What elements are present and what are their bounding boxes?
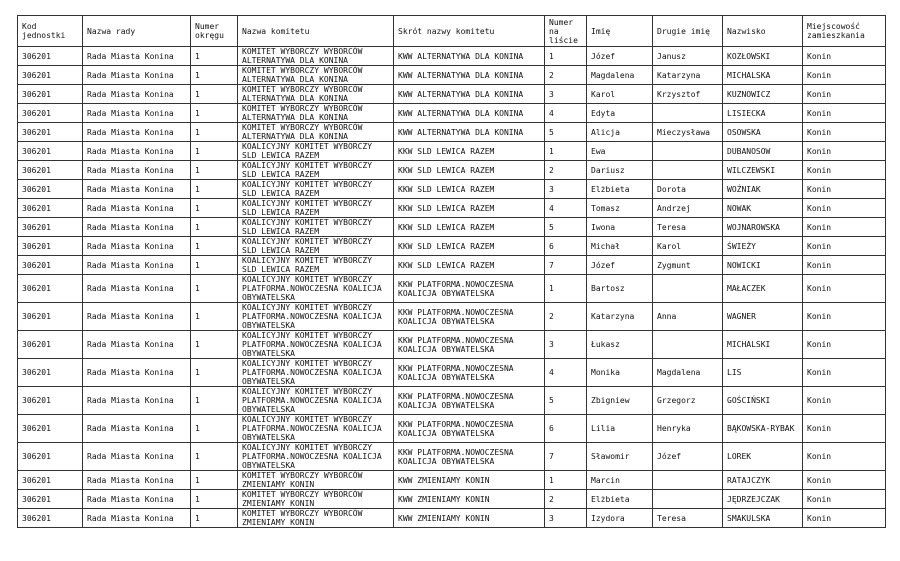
cell-nazwa-rady: Rada Miasta Konina <box>83 275 191 303</box>
cell-drugie-imie <box>653 104 723 123</box>
cell-drugie-imie: Teresa <box>653 509 723 528</box>
cell-numer-okregu: 1 <box>191 256 238 275</box>
cell-kod-jednostki: 306201 <box>18 509 83 528</box>
cell-miejscowosc: Konin <box>803 303 886 331</box>
header-drugie-imie: Drugie imię <box>653 16 723 47</box>
cell-nazwisko: WAGNER <box>723 303 803 331</box>
cell-nazwisko: RATAJCZYK <box>723 471 803 490</box>
cell-miejscowosc: Konin <box>803 471 886 490</box>
cell-kod-jednostki: 306201 <box>18 359 83 387</box>
cell-miejscowosc: Konin <box>803 66 886 85</box>
cell-nazwa-rady: Rada Miasta Konina <box>83 180 191 199</box>
cell-numer-okregu: 1 <box>191 85 238 104</box>
cell-numer-okregu: 1 <box>191 275 238 303</box>
header-row <box>18 16 886 47</box>
cell-imie: Edyta <box>587 104 653 123</box>
cell-nazwa-komitetu: KOALICYJNY KOMITET WYBORCZY PLATFORMA.NOWOCZESNA KOALICJA OBYWATELSKA <box>238 387 394 415</box>
cell-nazwa-rady: Rada Miasta Konina <box>83 199 191 218</box>
header-miejscowosc: Miejscowość zamieszkania <box>803 16 886 47</box>
cell-miejscowosc: Konin <box>803 359 886 387</box>
cell-nazwisko: KUZNOWICZ <box>723 85 803 104</box>
cell-numer-na-liscie: 6 <box>545 237 587 256</box>
cell-kod-jednostki: 306201 <box>18 471 83 490</box>
cell-imie: Tomasz <box>587 199 653 218</box>
cell-nazwisko: BĄKOWSKA-RYBAK <box>723 415 803 443</box>
cell-imie: Sławomir <box>587 443 653 471</box>
cell-nazwa-komitetu: KOALICYJNY KOMITET WYBORCZY SLD LEWICA RAZEM <box>238 180 394 199</box>
cell-drugie-imie <box>653 275 723 303</box>
table-row <box>18 161 886 180</box>
cell-numer-na-liscie: 2 <box>545 303 587 331</box>
cell-kod-jednostki: 306201 <box>18 199 83 218</box>
cell-miejscowosc: Konin <box>803 275 886 303</box>
cell-numer-na-liscie: 3 <box>545 85 587 104</box>
cell-drugie-imie: Andrzej <box>653 199 723 218</box>
table-row <box>18 66 886 85</box>
cell-numer-na-liscie: 1 <box>545 471 587 490</box>
cell-drugie-imie <box>653 142 723 161</box>
cell-skrot-nazwy: KKW PLATFORMA.NOWOCZESNA KOALICJA OBYWATELSKA <box>394 359 545 387</box>
cell-skrot-nazwy: KWW ALTERNATYWA DLA KONINA <box>394 104 545 123</box>
cell-numer-okregu: 1 <box>191 142 238 161</box>
cell-drugie-imie: Grzegorz <box>653 387 723 415</box>
cell-miejscowosc: Konin <box>803 256 886 275</box>
header-nazwisko: Nazwisko <box>723 16 803 47</box>
cell-skrot-nazwy: KWW ALTERNATYWA DLA KONINA <box>394 123 545 142</box>
cell-numer-okregu: 1 <box>191 47 238 66</box>
cell-numer-okregu: 1 <box>191 331 238 359</box>
cell-nazwisko: JĘDRZEJCZAK <box>723 490 803 509</box>
cell-nazwa-komitetu: KOMITET WYBORCZY WYBORCÓW ALTERNATYWA DLA KONINA <box>238 47 394 66</box>
table-row <box>18 256 886 275</box>
cell-miejscowosc: Konin <box>803 47 886 66</box>
cell-nazwisko: LOREK <box>723 443 803 471</box>
cell-skrot-nazwy: KKW SLD LEWICA RAZEM <box>394 161 545 180</box>
cell-kod-jednostki: 306201 <box>18 218 83 237</box>
cell-drugie-imie: Teresa <box>653 218 723 237</box>
cell-miejscowosc: Konin <box>803 490 886 509</box>
header-imie: Imię <box>587 16 653 47</box>
cell-nazwa-rady: Rada Miasta Konina <box>83 237 191 256</box>
cell-imie: Zbigniew <box>587 387 653 415</box>
cell-nazwisko: LIS <box>723 359 803 387</box>
cell-imie: Monika <box>587 359 653 387</box>
cell-imie: Józef <box>587 256 653 275</box>
header-kod-jednostki: Kod jednostki <box>18 16 83 47</box>
cell-nazwisko: OSOWSKA <box>723 123 803 142</box>
header-numer-okregu: Numer okręgu <box>191 16 238 47</box>
cell-numer-na-liscie: 2 <box>545 161 587 180</box>
cell-nazwa-komitetu: KOALICYJNY KOMITET WYBORCZY SLD LEWICA RAZEM <box>238 237 394 256</box>
cell-skrot-nazwy: KKW PLATFORMA.NOWOCZESNA KOALICJA OBYWATELSKA <box>394 331 545 359</box>
cell-imie: Iwona <box>587 218 653 237</box>
table-row <box>18 199 886 218</box>
cell-nazwisko: NOWAK <box>723 199 803 218</box>
cell-numer-na-liscie: 3 <box>545 331 587 359</box>
cell-numer-na-liscie: 6 <box>545 415 587 443</box>
cell-nazwa-rady: Rada Miasta Konina <box>83 359 191 387</box>
cell-drugie-imie <box>653 331 723 359</box>
cell-numer-okregu: 1 <box>191 509 238 528</box>
cell-imie: Bartosz <box>587 275 653 303</box>
cell-nazwa-rady: Rada Miasta Konina <box>83 218 191 237</box>
table-row <box>18 218 886 237</box>
cell-nazwa-komitetu: KOALICYJNY KOMITET WYBORCZY PLATFORMA.NOWOCZESNA KOALICJA OBYWATELSKA <box>238 443 394 471</box>
cell-numer-na-liscie: 1 <box>545 142 587 161</box>
cell-imie: Ewa <box>587 142 653 161</box>
cell-nazwa-rady: Rada Miasta Konina <box>83 66 191 85</box>
table-row <box>18 490 886 509</box>
header-skrot-nazwy-komitetu: Skrót nazwy komitetu <box>394 16 545 47</box>
cell-nazwa-rady: Rada Miasta Konina <box>83 104 191 123</box>
cell-numer-na-liscie: 7 <box>545 443 587 471</box>
cell-skrot-nazwy: KKW SLD LEWICA RAZEM <box>394 199 545 218</box>
cell-miejscowosc: Konin <box>803 387 886 415</box>
table-row <box>18 331 886 359</box>
cell-drugie-imie: Karol <box>653 237 723 256</box>
cell-skrot-nazwy: KKW PLATFORMA.NOWOCZESNA KOALICJA OBYWATELSKA <box>394 415 545 443</box>
table-row <box>18 443 886 471</box>
cell-skrot-nazwy: KWW ZMIENIAMY KONIN <box>394 471 545 490</box>
cell-kod-jednostki: 306201 <box>18 180 83 199</box>
cell-imie: Łukasz <box>587 331 653 359</box>
cell-nazwa-rady: Rada Miasta Konina <box>83 509 191 528</box>
cell-nazwa-komitetu: KOMITET WYBORCZY WYBORCÓW ALTERNATYWA DLA KONINA <box>238 66 394 85</box>
cell-nazwa-rady: Rada Miasta Konina <box>83 443 191 471</box>
cell-drugie-imie: Mieczysława <box>653 123 723 142</box>
cell-drugie-imie <box>653 490 723 509</box>
candidate-table <box>17 15 886 528</box>
cell-kod-jednostki: 306201 <box>18 123 83 142</box>
table-row <box>18 275 886 303</box>
cell-numer-na-liscie: 3 <box>545 180 587 199</box>
cell-nazwisko: SMAKULSKA <box>723 509 803 528</box>
candidate-list-sheet <box>17 15 887 543</box>
cell-drugie-imie: Katarzyna <box>653 66 723 85</box>
cell-numer-okregu: 1 <box>191 161 238 180</box>
cell-numer-na-liscie: 5 <box>545 123 587 142</box>
cell-nazwa-komitetu: KOMITET WYBORCZY WYBORCÓW ZMIENIAMY KONIN <box>238 490 394 509</box>
cell-numer-okregu: 1 <box>191 218 238 237</box>
cell-numer-na-liscie: 2 <box>545 66 587 85</box>
cell-nazwa-rady: Rada Miasta Konina <box>83 161 191 180</box>
cell-imie: Marcin <box>587 471 653 490</box>
cell-kod-jednostki: 306201 <box>18 415 83 443</box>
cell-numer-okregu: 1 <box>191 104 238 123</box>
cell-imie: Izydora <box>587 509 653 528</box>
cell-numer-na-liscie: 1 <box>545 275 587 303</box>
cell-nazwa-rady: Rada Miasta Konina <box>83 47 191 66</box>
cell-drugie-imie: Anna <box>653 303 723 331</box>
cell-numer-na-liscie: 4 <box>545 359 587 387</box>
cell-numer-na-liscie: 7 <box>545 256 587 275</box>
cell-numer-na-liscie: 1 <box>545 47 587 66</box>
cell-numer-na-liscie: 5 <box>545 387 587 415</box>
cell-skrot-nazwy: KWW ZMIENIAMY KONIN <box>394 490 545 509</box>
cell-drugie-imie <box>653 471 723 490</box>
cell-nazwa-komitetu: KOALICYJNY KOMITET WYBORCZY SLD LEWICA RAZEM <box>238 218 394 237</box>
cell-skrot-nazwy: KKW PLATFORMA.NOWOCZESNA KOALICJA OBYWATELSKA <box>394 275 545 303</box>
cell-skrot-nazwy: KWW ALTERNATYWA DLA KONINA <box>394 66 545 85</box>
cell-numer-okregu: 1 <box>191 303 238 331</box>
table-row <box>18 471 886 490</box>
cell-nazwisko: MICHALSKA <box>723 66 803 85</box>
cell-drugie-imie: Zygmunt <box>653 256 723 275</box>
cell-numer-na-liscie: 3 <box>545 509 587 528</box>
cell-miejscowosc: Konin <box>803 218 886 237</box>
table-row <box>18 303 886 331</box>
header-nazwa-komitetu: Nazwa komitetu <box>238 16 394 47</box>
cell-miejscowosc: Konin <box>803 331 886 359</box>
cell-nazwa-rady: Rada Miasta Konina <box>83 415 191 443</box>
cell-miejscowosc: Konin <box>803 199 886 218</box>
table-row <box>18 85 886 104</box>
cell-imie: Elżbieta <box>587 490 653 509</box>
cell-numer-na-liscie: 4 <box>545 104 587 123</box>
cell-nazwa-rady: Rada Miasta Konina <box>83 142 191 161</box>
cell-kod-jednostki: 306201 <box>18 303 83 331</box>
cell-nazwa-komitetu: KOALICYJNY KOMITET WYBORCZY PLATFORMA.NOWOCZESNA KOALICJA OBYWATELSKA <box>238 359 394 387</box>
cell-kod-jednostki: 306201 <box>18 275 83 303</box>
cell-nazwisko: DUBANOSOW <box>723 142 803 161</box>
cell-drugie-imie: Janusz <box>653 47 723 66</box>
cell-skrot-nazwy: KKW SLD LEWICA RAZEM <box>394 256 545 275</box>
cell-numer-okregu: 1 <box>191 359 238 387</box>
table-body <box>18 47 886 528</box>
cell-miejscowosc: Konin <box>803 142 886 161</box>
cell-imie: Lilia <box>587 415 653 443</box>
table-row <box>18 142 886 161</box>
cell-skrot-nazwy: KWW ZMIENIAMY KONIN <box>394 509 545 528</box>
cell-skrot-nazwy: KWW ALTERNATYWA DLA KONINA <box>394 47 545 66</box>
cell-numer-okregu: 1 <box>191 443 238 471</box>
cell-nazwa-rady: Rada Miasta Konina <box>83 471 191 490</box>
cell-nazwa-komitetu: KOMITET WYBORCZY WYBORCÓW ALTERNATYWA DLA KONINA <box>238 104 394 123</box>
cell-numer-okregu: 1 <box>191 180 238 199</box>
cell-nazwa-rady: Rada Miasta Konina <box>83 85 191 104</box>
cell-nazwa-komitetu: KOALICYJNY KOMITET WYBORCZY SLD LEWICA RAZEM <box>238 199 394 218</box>
cell-drugie-imie <box>653 161 723 180</box>
cell-numer-na-liscie: 4 <box>545 199 587 218</box>
cell-nazwisko: LISIECKA <box>723 104 803 123</box>
cell-numer-okregu: 1 <box>191 237 238 256</box>
cell-miejscowosc: Konin <box>803 180 886 199</box>
cell-nazwa-rady: Rada Miasta Konina <box>83 256 191 275</box>
cell-nazwisko: MAŁACZEK <box>723 275 803 303</box>
cell-imie: Elżbieta <box>587 180 653 199</box>
cell-numer-okregu: 1 <box>191 490 238 509</box>
cell-nazwa-komitetu: KOMITET WYBORCZY WYBORCÓW ALTERNATYWA DLA KONINA <box>238 123 394 142</box>
table-row <box>18 359 886 387</box>
cell-imie: Magdalena <box>587 66 653 85</box>
cell-imie: Alicja <box>587 123 653 142</box>
cell-drugie-imie: Magdalena <box>653 359 723 387</box>
cell-nazwa-rady: Rada Miasta Konina <box>83 331 191 359</box>
cell-nazwisko: KOZŁOWSKI <box>723 47 803 66</box>
cell-nazwisko: NOWICKI <box>723 256 803 275</box>
cell-numer-na-liscie: 5 <box>545 218 587 237</box>
cell-nazwisko: WOŹNIAK <box>723 180 803 199</box>
cell-skrot-nazwy: KKW SLD LEWICA RAZEM <box>394 180 545 199</box>
cell-numer-okregu: 1 <box>191 199 238 218</box>
cell-kod-jednostki: 306201 <box>18 161 83 180</box>
cell-skrot-nazwy: KKW PLATFORMA.NOWOCZESNA KOALICJA OBYWATELSKA <box>394 443 545 471</box>
cell-imie: Dariusz <box>587 161 653 180</box>
cell-nazwisko: MICHALSKI <box>723 331 803 359</box>
cell-nazwa-komitetu: KOALICYJNY KOMITET WYBORCZY PLATFORMA.NOWOCZESNA KOALICJA OBYWATELSKA <box>238 303 394 331</box>
cell-kod-jednostki: 306201 <box>18 490 83 509</box>
cell-miejscowosc: Konin <box>803 123 886 142</box>
cell-nazwa-komitetu: KOALICYJNY KOMITET WYBORCZY SLD LEWICA RAZEM <box>238 161 394 180</box>
cell-numer-na-liscie: 2 <box>545 490 587 509</box>
cell-miejscowosc: Konin <box>803 85 886 104</box>
table-row <box>18 47 886 66</box>
cell-nazwa-komitetu: KOALICYJNY KOMITET WYBORCZY PLATFORMA.NOWOCZESNA KOALICJA OBYWATELSKA <box>238 415 394 443</box>
table-row <box>18 180 886 199</box>
cell-numer-okregu: 1 <box>191 123 238 142</box>
cell-kod-jednostki: 306201 <box>18 256 83 275</box>
cell-miejscowosc: Konin <box>803 161 886 180</box>
cell-imie: Michał <box>587 237 653 256</box>
table-row <box>18 415 886 443</box>
table-row <box>18 123 886 142</box>
cell-nazwisko: WOJNAROWSKA <box>723 218 803 237</box>
cell-nazwa-komitetu: KOALICYJNY KOMITET WYBORCZY SLD LEWICA RAZEM <box>238 142 394 161</box>
cell-imie: Józef <box>587 47 653 66</box>
cell-drugie-imie: Dorota <box>653 180 723 199</box>
cell-drugie-imie: Henryka <box>653 415 723 443</box>
header-numer-na-liscie: Numer na liście <box>545 16 587 47</box>
cell-nazwa-rady: Rada Miasta Konina <box>83 303 191 331</box>
cell-miejscowosc: Konin <box>803 509 886 528</box>
cell-kod-jednostki: 306201 <box>18 142 83 161</box>
cell-kod-jednostki: 306201 <box>18 237 83 256</box>
cell-nazwa-rady: Rada Miasta Konina <box>83 490 191 509</box>
cell-nazwa-komitetu: KOALICYJNY KOMITET WYBORCZY SLD LEWICA RAZEM <box>238 256 394 275</box>
cell-skrot-nazwy: KWW ALTERNATYWA DLA KONINA <box>394 85 545 104</box>
cell-miejscowosc: Konin <box>803 237 886 256</box>
cell-nazwisko: WILCZEWSKI <box>723 161 803 180</box>
cell-kod-jednostki: 306201 <box>18 104 83 123</box>
cell-imie: Katarzyna <box>587 303 653 331</box>
cell-kod-jednostki: 306201 <box>18 387 83 415</box>
cell-miejscowosc: Konin <box>803 104 886 123</box>
cell-drugie-imie: Józef <box>653 443 723 471</box>
table-row <box>18 509 886 528</box>
cell-numer-okregu: 1 <box>191 471 238 490</box>
cell-nazwa-rady: Rada Miasta Konina <box>83 123 191 142</box>
cell-nazwa-komitetu: KOMITET WYBORCZY WYBORCÓW ZMIENIAMY KONIN <box>238 509 394 528</box>
cell-numer-okregu: 1 <box>191 415 238 443</box>
cell-kod-jednostki: 306201 <box>18 85 83 104</box>
cell-skrot-nazwy: KKW SLD LEWICA RAZEM <box>394 218 545 237</box>
cell-kod-jednostki: 306201 <box>18 443 83 471</box>
cell-nazwisko: GOŚCIŃSKI <box>723 387 803 415</box>
cell-nazwa-komitetu: KOALICYJNY KOMITET WYBORCZY PLATFORMA.NOWOCZESNA KOALICJA OBYWATELSKA <box>238 275 394 303</box>
cell-miejscowosc: Konin <box>803 415 886 443</box>
cell-skrot-nazwy: KKW PLATFORMA.NOWOCZESNA KOALICJA OBYWATELSKA <box>394 303 545 331</box>
table-header <box>18 16 886 47</box>
cell-numer-okregu: 1 <box>191 66 238 85</box>
table-row <box>18 237 886 256</box>
cell-drugie-imie: Krzysztof <box>653 85 723 104</box>
cell-imie: Karol <box>587 85 653 104</box>
cell-kod-jednostki: 306201 <box>18 66 83 85</box>
cell-nazwa-rady: Rada Miasta Konina <box>83 387 191 415</box>
cell-nazwisko: ŚWIEŻY <box>723 237 803 256</box>
cell-kod-jednostki: 306201 <box>18 47 83 66</box>
table-row <box>18 387 886 415</box>
cell-nazwa-komitetu: KOALICYJNY KOMITET WYBORCZY PLATFORMA.NOWOCZESNA KOALICJA OBYWATELSKA <box>238 331 394 359</box>
header-nazwa-rady: Nazwa rady <box>83 16 191 47</box>
cell-skrot-nazwy: KKW PLATFORMA.NOWOCZESNA KOALICJA OBYWATELSKA <box>394 387 545 415</box>
cell-skrot-nazwy: KKW SLD LEWICA RAZEM <box>394 237 545 256</box>
cell-skrot-nazwy: KKW SLD LEWICA RAZEM <box>394 142 545 161</box>
table-row <box>18 104 886 123</box>
cell-miejscowosc: Konin <box>803 443 886 471</box>
cell-kod-jednostki: 306201 <box>18 331 83 359</box>
cell-numer-okregu: 1 <box>191 387 238 415</box>
cell-nazwa-komitetu: KOMITET WYBORCZY WYBORCÓW ZMIENIAMY KONIN <box>238 471 394 490</box>
cell-nazwa-komitetu: KOMITET WYBORCZY WYBORCÓW ALTERNATYWA DLA KONINA <box>238 85 394 104</box>
